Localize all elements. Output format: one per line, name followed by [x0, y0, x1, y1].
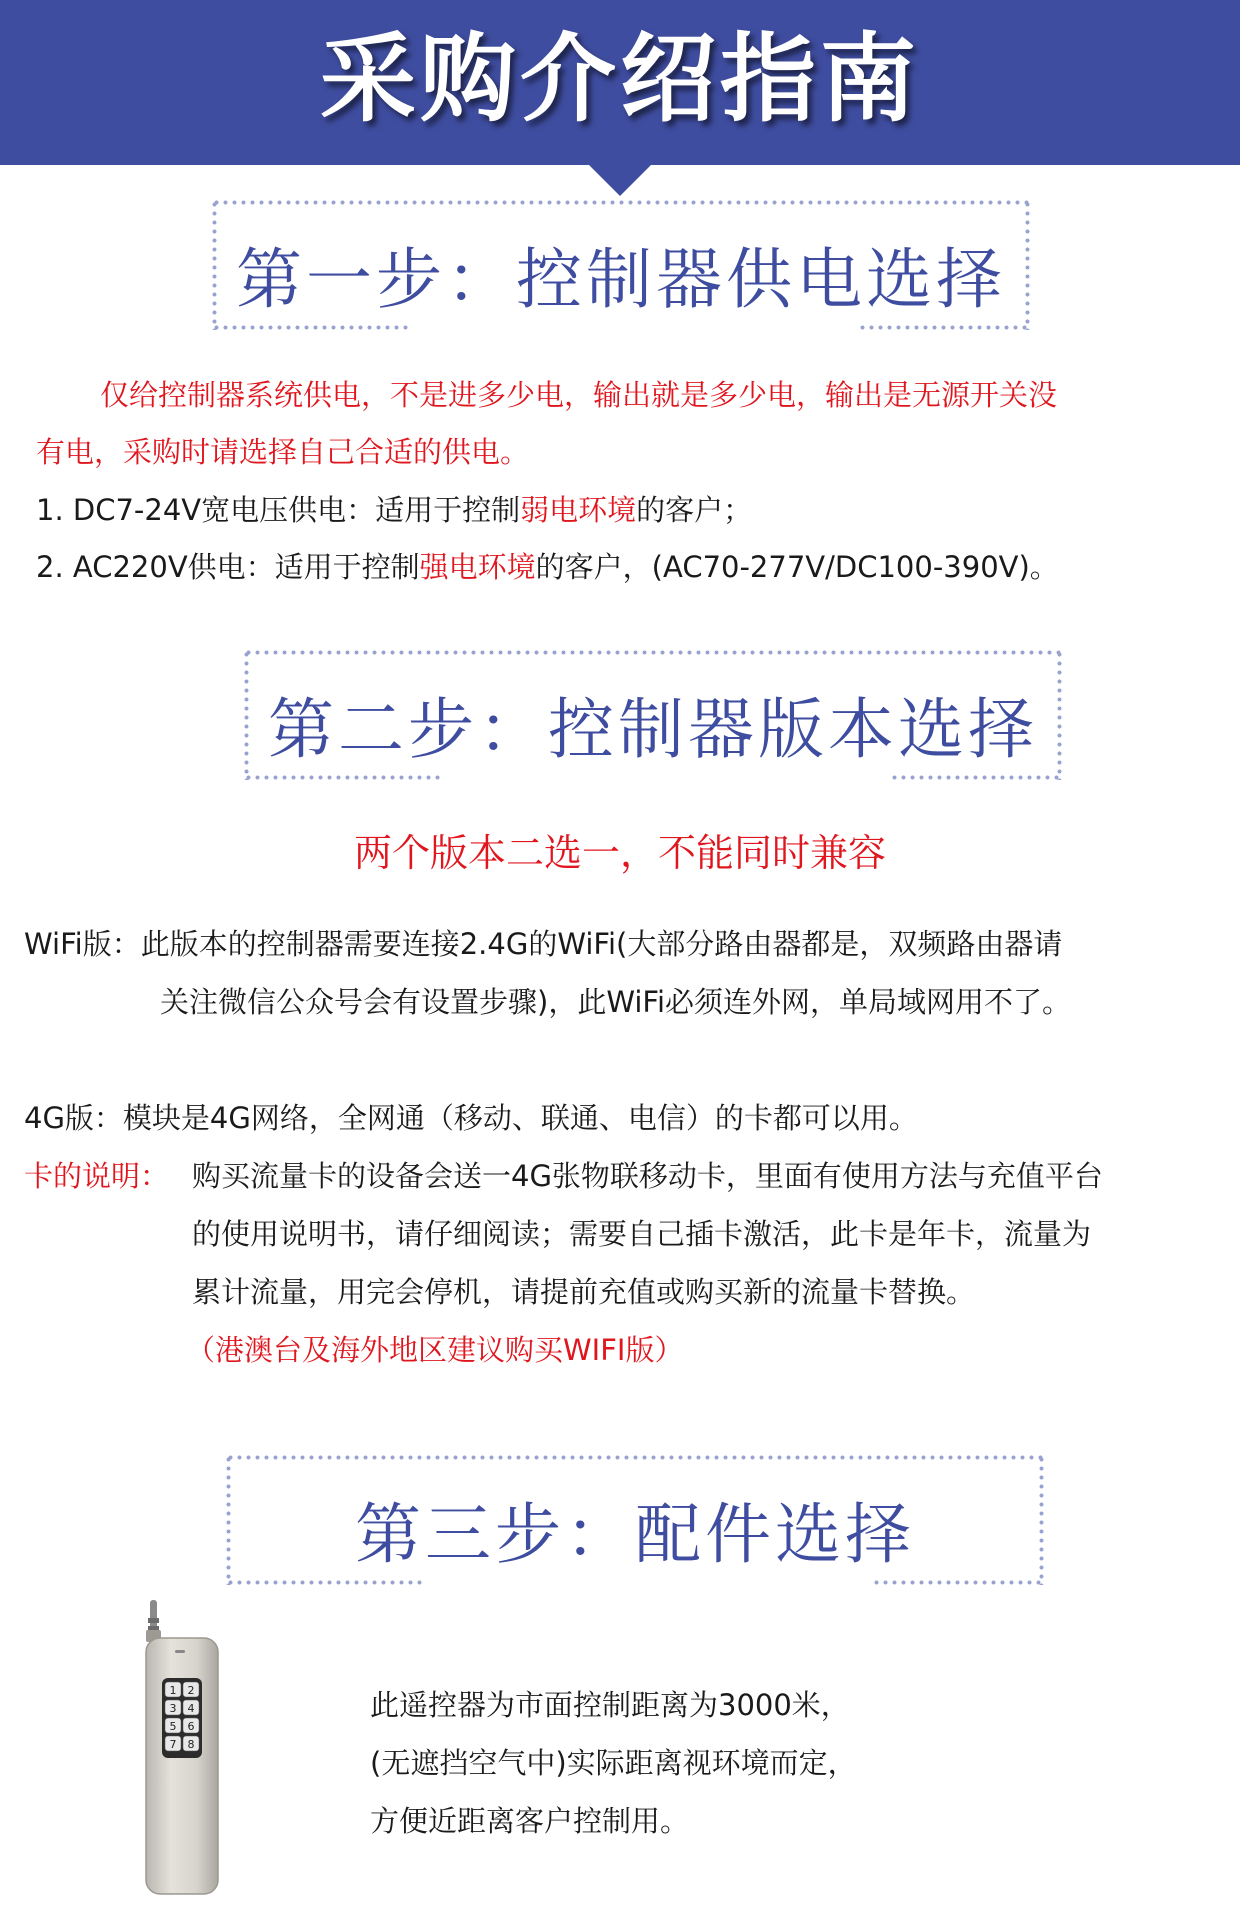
step3-box	[226, 1455, 1044, 1585]
card-line1: 购买流量卡的设备会送一4G张物联移动卡，里面有使用方法与充值平台	[192, 1159, 1103, 1193]
remote-key-3: 3	[169, 1702, 177, 1715]
remote-key-8: 8	[187, 1738, 195, 1751]
g4-line: 4G版：模块是4G网络，全网通（移动、联通、电信）的卡都可以用。	[24, 1101, 918, 1135]
step3-desc-line1: 此遥控器为市面控制距离为3000米，	[370, 1688, 850, 1722]
step1-box	[212, 200, 1030, 330]
remote-key-7: 7	[169, 1738, 177, 1751]
step2-title: 第二步：控制器版本选择	[268, 691, 1038, 768]
step1-item2-highlight: 强电环境	[419, 550, 536, 584]
remote-key-4: 4	[187, 1702, 195, 1715]
remote-key-2: 2	[187, 1684, 195, 1697]
step1-item1-suffix: 的客户；	[636, 493, 753, 527]
step1-item1-highlight: 弱电环境	[520, 493, 637, 527]
remote-key-1: 1	[169, 1684, 177, 1697]
wifi-line1: WiFi版：此版本的控制器需要连接2.4G的WiFi(大部分路由器都是，双频路由器请	[24, 927, 1063, 961]
banner-notch	[588, 164, 652, 196]
step1-item2-suffix: 的客户，(AC70-277V/DC100-390V)。	[535, 550, 1059, 584]
step1-item2-prefix: 2. AC220V供电：适用于控制	[36, 550, 420, 584]
remote-key-6: 6	[187, 1720, 195, 1733]
step3-desc-line2: (无遮挡空气中)实际距离视环境而定，	[370, 1746, 857, 1780]
step1-item1-prefix: 1. DC7-24V宽电压供电：适用于控制	[36, 493, 521, 527]
page-title: 采购介绍指南	[320, 23, 920, 135]
card-line3: 累计流量，用完会停机，请提前充值或购买新的流量卡替换。	[192, 1275, 976, 1309]
step3-title: 第三步：配件选择	[355, 1496, 915, 1573]
step2-notice: 两个版本二选一，不能同时兼容	[353, 831, 886, 875]
step1-item1	[36, 490, 752, 530]
remote-control-image	[118, 1600, 238, 1900]
wifi-line2: 关注微信公众号会有设置步骤)，此WiFi必须连外网，单局域网用不了。	[160, 985, 1072, 1019]
step1-item2	[36, 547, 1059, 587]
step1-intro-line1: 仅给控制器系统供电，不是进多少电，输出就是多少电，输出是无源开关没	[100, 378, 1058, 412]
remote-key-5: 5	[169, 1720, 177, 1733]
card-line2: 的使用说明书，请仔细阅读；需要自己插卡激活，此卡是年卡，流量为	[192, 1217, 1092, 1251]
card-note: （港澳台及海外地区建议购买WIFI版）	[186, 1333, 684, 1367]
step3-desc-line3: 方便近距离客户控制用。	[370, 1804, 690, 1838]
step2-box	[244, 650, 1062, 780]
card-label: 卡的说明：	[24, 1159, 170, 1193]
step1-title: 第一步：控制器供电选择	[236, 241, 1006, 318]
step1-intro-line2: 有电，采购时请选择自己合适的供电。	[36, 435, 530, 469]
